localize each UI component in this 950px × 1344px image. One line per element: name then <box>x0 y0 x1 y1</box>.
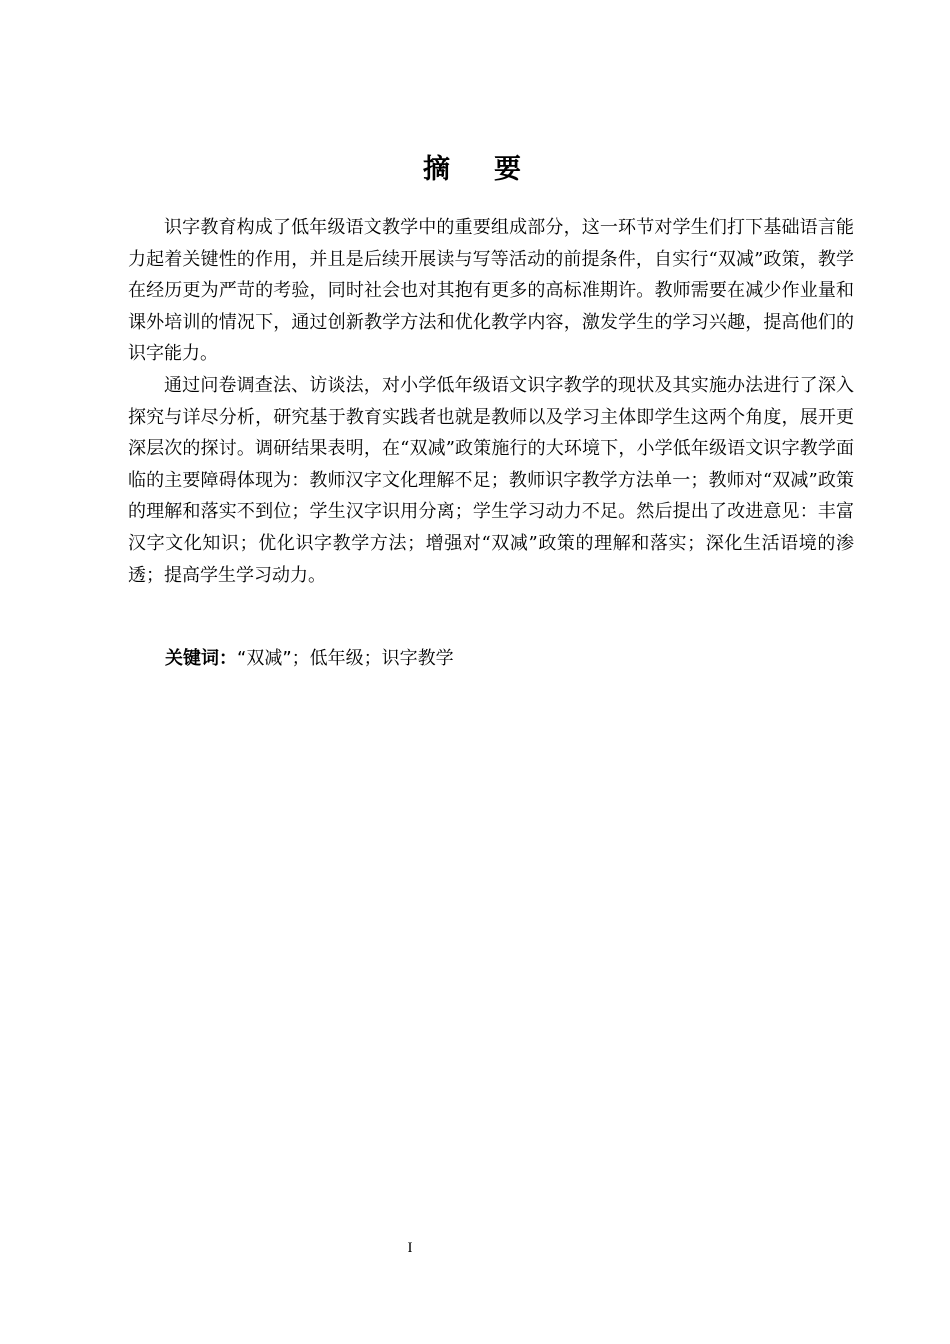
abstract-paragraph-2: 通过问卷调查法、访谈法，对小学低年级语文识字教学的现状及其实施办法进行了深入探究与详尽分析，研究基于教育实践者也就是教师以及学习主体即学生这两个角度，展开更深层次的探讨。调研结果表明，在“双减”政策施行的大环境下，小学低年级语文识字教学面临的主要障碍体现为：教师汉字文化理解不足；教师识字教学方法单一；教师对“双减”政策的理解和落实不到位；学生汉字识用分离；学生学习动力不足。然后提出了改进意见：丰富汉字文化知识；优化识字教学方法；增强对“双减”政策的理解和落实；深化生活语境的渗透；提高学生学习动力。 <box>128 374 854 586</box>
abstract-body <box>128 212 854 591</box>
keywords-line <box>165 644 454 674</box>
page-number: I <box>407 1240 413 1256</box>
keywords-label: 关键词： <box>165 648 237 669</box>
abstract-title: 摘要 <box>423 154 565 185</box>
abstract-paragraph-1: 识字教育构成了低年级语文教学中的重要组成部分，这一环节对学生们打下基础语言能力起着关键性的作用，并且是后续开展读与写等活动的前提条件，自实行“双减”政策，教学在经历更为严苛的考验，同时社会也对其抱有更多的高标准期许。教师需要在减少作业量和课外培训的情况下，通过创新教学方法和优化教学内容，激发学生的学习兴趣，提高他们的识字能力。 <box>128 217 854 365</box>
keywords-value: “双减”；低年级；识字教学 <box>237 648 454 669</box>
